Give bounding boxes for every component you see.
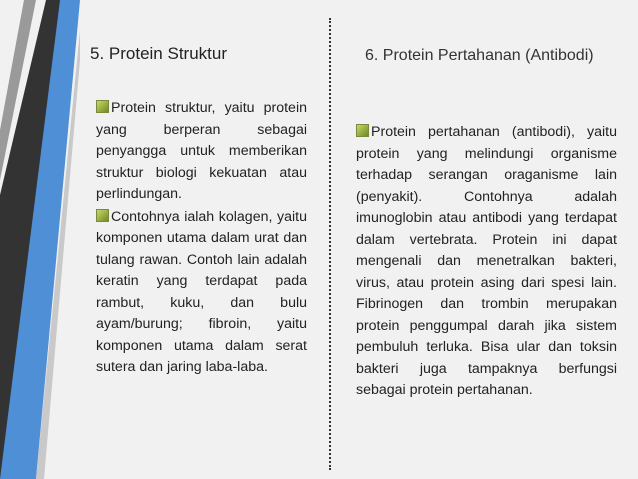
square-bullet-icon	[96, 209, 109, 222]
left-paragraph-1-text: Protein struktur, yaitu protein yang berperan sebagai penyangga untuk memberikan struktur biologi kekuatan atau perlindungan.	[96, 100, 307, 202]
right-paragraph-1	[356, 122, 617, 402]
left-paragraph-2	[96, 207, 307, 379]
left-stripes-decoration	[0, 0, 80, 479]
right-paragraph-1-text: Protein pertahanan (antibodi), yaitu protein yang melindungi organisme terhadap serangan oraganisme lain (penyakit). Contohnya adalah imunoglobin atau antibodi yang terdapat dalam vertebrata. Protein ini dapat mengenali dan menetralkan bakteri, virus, atau protein asing dari spesi lain. Fibrinogen dan trombin merupakan protein penggumpal darah jika sistem pembuluh terluka. Bisa ular dan toksin bakteri juga tampaknya berfungsi sebagai protein pertahanan.	[356, 124, 617, 398]
right-column	[356, 122, 617, 403]
left-column-title: 5. Protein Struktur	[90, 44, 228, 63]
left-column	[96, 98, 307, 380]
square-bullet-icon	[356, 124, 369, 137]
dotted-divider	[329, 18, 331, 470]
left-paragraph-1	[96, 98, 307, 206]
right-column-title: 6. Protein Pertahanan (Antibodi)	[365, 47, 594, 64]
left-paragraph-2-text: Contohnya ialah kolagen, yaitu komponen utama dalam urat dan tulang rawan. Contoh lain adalah keratin yang terdapat pada rambut, kuku, dan bulu ayam/burung; fibroin, yaitu komponen utama dalam serat sutera dan jaring laba-laba.	[96, 208, 307, 375]
square-bullet-icon	[96, 100, 109, 113]
